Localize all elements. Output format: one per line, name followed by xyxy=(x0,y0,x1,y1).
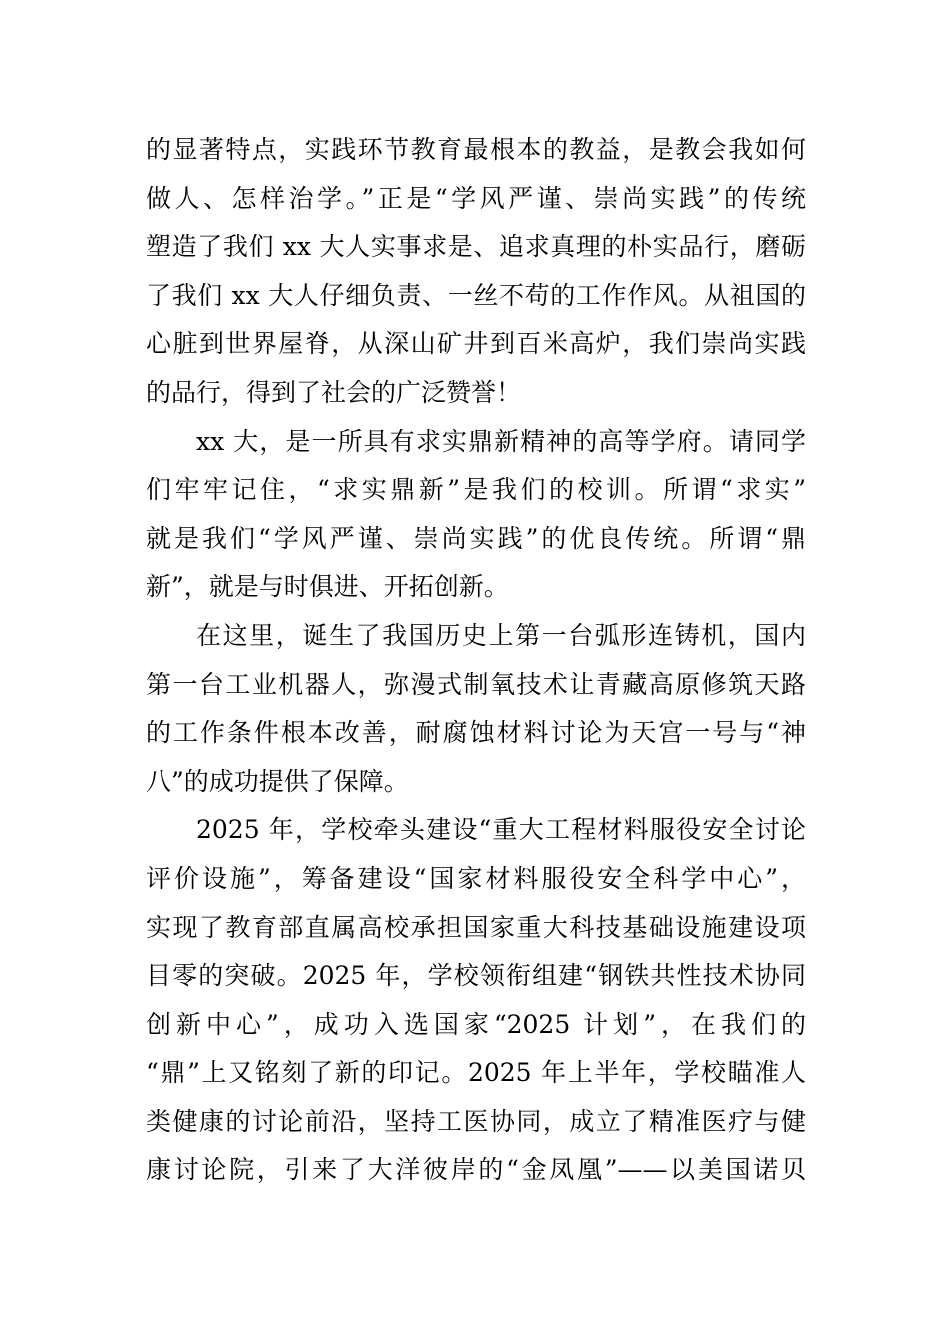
document-body xyxy=(146,126,806,1195)
text-line: 们牢牢记住，“求实鼎新”是我们的校训。所谓“求实” xyxy=(146,475,806,505)
text-line: 了我们 xx 大人仔细负责、一丝不苟的工作作风。从祖国的 xyxy=(146,280,806,310)
text-line: 心脏到世界屋脊，从深山矿井到百米高炉，我们崇尚实践 xyxy=(146,329,806,359)
text-line: 在这里，诞生了我国历史上第一台弧形连铸机，国内 xyxy=(196,620,806,650)
text-line: 2025 年，学校牵头建设“重大工程材料服役安全讨论 xyxy=(196,815,806,845)
paragraph-4 xyxy=(146,806,806,1195)
text-line: 新”，就是与时俱进、开拓创新。 xyxy=(146,572,509,602)
text-line: 目零的突破。2025 年，学校领衔组建“钢铁共性技术协同 xyxy=(146,961,806,991)
text-line: 做人、怎样治学。”正是“学风严谨、崇尚实践”的传统 xyxy=(146,183,806,213)
text-line: 的工作条件根本改善，耐腐蚀材料讨论为天宫一号与“神 xyxy=(146,718,806,748)
text-line: 评价设施”，筹备建设“国家材料服役安全科学中心”， xyxy=(146,863,806,893)
paragraph-1 xyxy=(146,126,806,418)
paragraph-3 xyxy=(146,612,806,806)
text-line: xx 大，是一所具有求实鼎新精神的高等学府。请同学 xyxy=(196,426,806,456)
text-line: 康讨论院，引来了大洋彼岸的“金凤凰”——以美国诺贝 xyxy=(146,1155,806,1185)
text-line: 第一台工业机器人，弥漫式制氧技术让青藏高原修筑天路 xyxy=(146,669,806,699)
text-line: “鼎”上又铭刻了新的印记。2025 年上半年，学校瞄准人 xyxy=(146,1058,806,1088)
text-line: 八”的成功提供了保障。 xyxy=(146,766,409,796)
text-line: 创新中心”，成功入选国家“2025 计划”，在我们的 xyxy=(146,1009,806,1039)
paragraph-2 xyxy=(146,418,806,612)
text-line: 实现了教育部直属高校承担国家重大科技基础设施建设项 xyxy=(146,912,806,942)
text-line: 类健康的讨论前沿，坚持工医协同，成立了精准医疗与健 xyxy=(146,1106,806,1136)
text-line: 的显著特点，实践环节教育最根本的教益，是教会我如何 xyxy=(146,135,806,164)
text-line: 就是我们“学风严谨、崇尚实践”的优良传统。所谓“鼎 xyxy=(146,523,806,553)
text-line: 塑造了我们 xx 大人实事求是、追求真理的朴实品行，磨砺 xyxy=(146,232,806,262)
text-line: 的品行，得到了社会的广泛赞誉！ xyxy=(146,377,522,407)
